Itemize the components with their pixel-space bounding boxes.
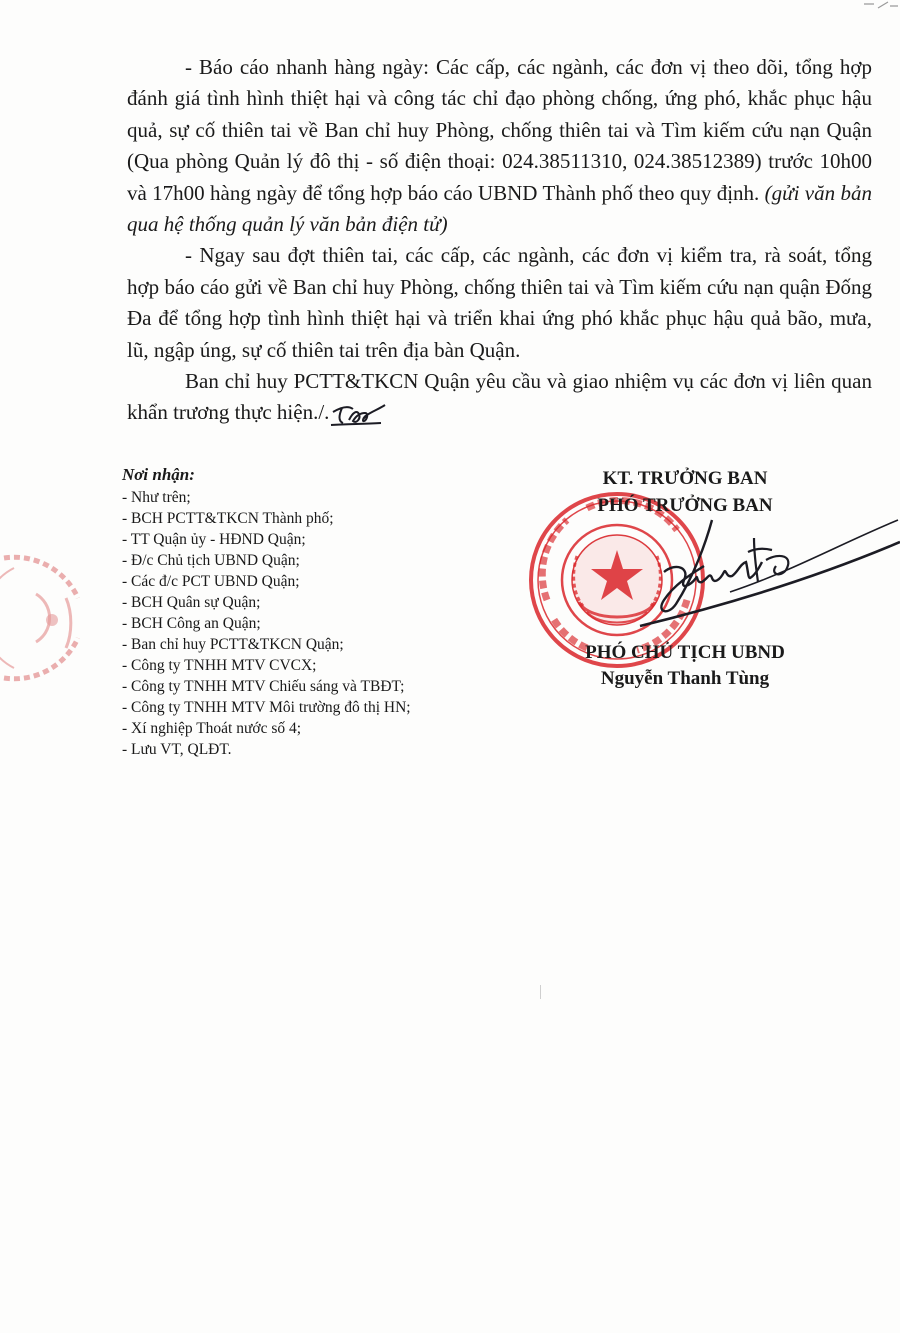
paragraph-closing bbox=[127, 366, 872, 429]
recipient-item: - Đ/c Chủ tịch UBND Quận; bbox=[122, 552, 300, 569]
handwritten-signature bbox=[580, 512, 900, 642]
recipient-item: - BCH Quân sự Quận; bbox=[122, 594, 261, 611]
recipient-item: - Công ty TNHH MTV Chiếu sáng và TBĐT; bbox=[122, 678, 405, 695]
signer-name: Nguyễn Thanh Tùng bbox=[600, 668, 770, 689]
paragraph-daily-report bbox=[127, 52, 872, 240]
recipient-item: - Công ty TNHH MTV CVCX; bbox=[122, 657, 317, 674]
handwritten-initials bbox=[329, 399, 389, 427]
recipient-item: - Ban chỉ huy PCTT&TKCN Quận; bbox=[122, 636, 344, 653]
signer-title-line1: KT. TRƯỞNG BAN bbox=[602, 468, 768, 489]
recipient-item: - BCH Công an Quận; bbox=[122, 615, 261, 632]
recipient-item: - Như trên; bbox=[122, 489, 191, 506]
recipient-item: - Lưu VT, QLĐT. bbox=[122, 741, 232, 758]
recipients-heading: Nơi nhận: bbox=[122, 465, 195, 484]
signer-title-line3: PHÓ CHỦ TỊCH UBND bbox=[585, 642, 785, 663]
recipient-item: - BCH PCTT&TKCN Thành phố; bbox=[122, 510, 334, 527]
recipient-item: - TT Quận ủy - HĐND Quận; bbox=[122, 531, 306, 548]
paragraph-daily-report-note: (gửi văn bản qua hệ thống quản lý văn bản điện tử) bbox=[127, 180, 872, 237]
signer-title-line2: PHÓ TRƯỞNG BAN bbox=[597, 495, 773, 516]
scan-speck bbox=[539, 985, 542, 999]
partial-seal-left-edge bbox=[0, 538, 80, 698]
paragraph-daily-report-text: - Báo cáo nhanh hàng ngày: Các cấp, các ngành, các đơn vị theo dõi, tổng hợp đánh giá tình hình thiệt hại và công tác chỉ đạo phòng chống, ứng phó, khắc phục hậu quả, sự cố thiên tai về Ban chỉ huy Phòng, chống thiên tai và Tìm kiếm cứu nạn Quận (Qua phòng Quản lý đô thị - số điện thoại: 024.38511310, 024.38512389) trước 10h00 và 17h00 hàng ngày để tổng hợp báo cáo UBND Thành phố theo quy định. bbox=[127, 55, 872, 205]
paragraph-after-disaster: - Ngay sau đợt thiên tai, các cấp, các ngành, các đơn vị kiểm tra, rà soát, tổng hợp báo cáo gửi về Ban chỉ huy Phòng, chống thiên tai và Tìm kiếm cứu nạn quận Đống Đa để tổng hợp tình hình thiệt hại và triển khai ứng phó khắc phục hậu quả bão, mưa, lũ, ngập úng, sự cố thiên tai trên địa bàn Quận. bbox=[127, 243, 872, 362]
recipient-item: - Xí nghiệp Thoát nước số 4; bbox=[122, 720, 302, 737]
document-body bbox=[127, 52, 872, 429]
paragraph-closing-text: Ban chỉ huy PCTT&TKCN Quận yêu cầu và giao nhiệm vụ các đơn vị liên quan khẩn trương thực hiện./. bbox=[127, 369, 872, 425]
scan-corner-mark bbox=[862, 0, 900, 18]
recipients-list bbox=[122, 464, 522, 760]
recipient-item: - Các đ/c PCT UBND Quận; bbox=[122, 573, 300, 590]
recipient-item: - Công ty TNHH MTV Môi trường đô thị HN; bbox=[122, 699, 411, 716]
